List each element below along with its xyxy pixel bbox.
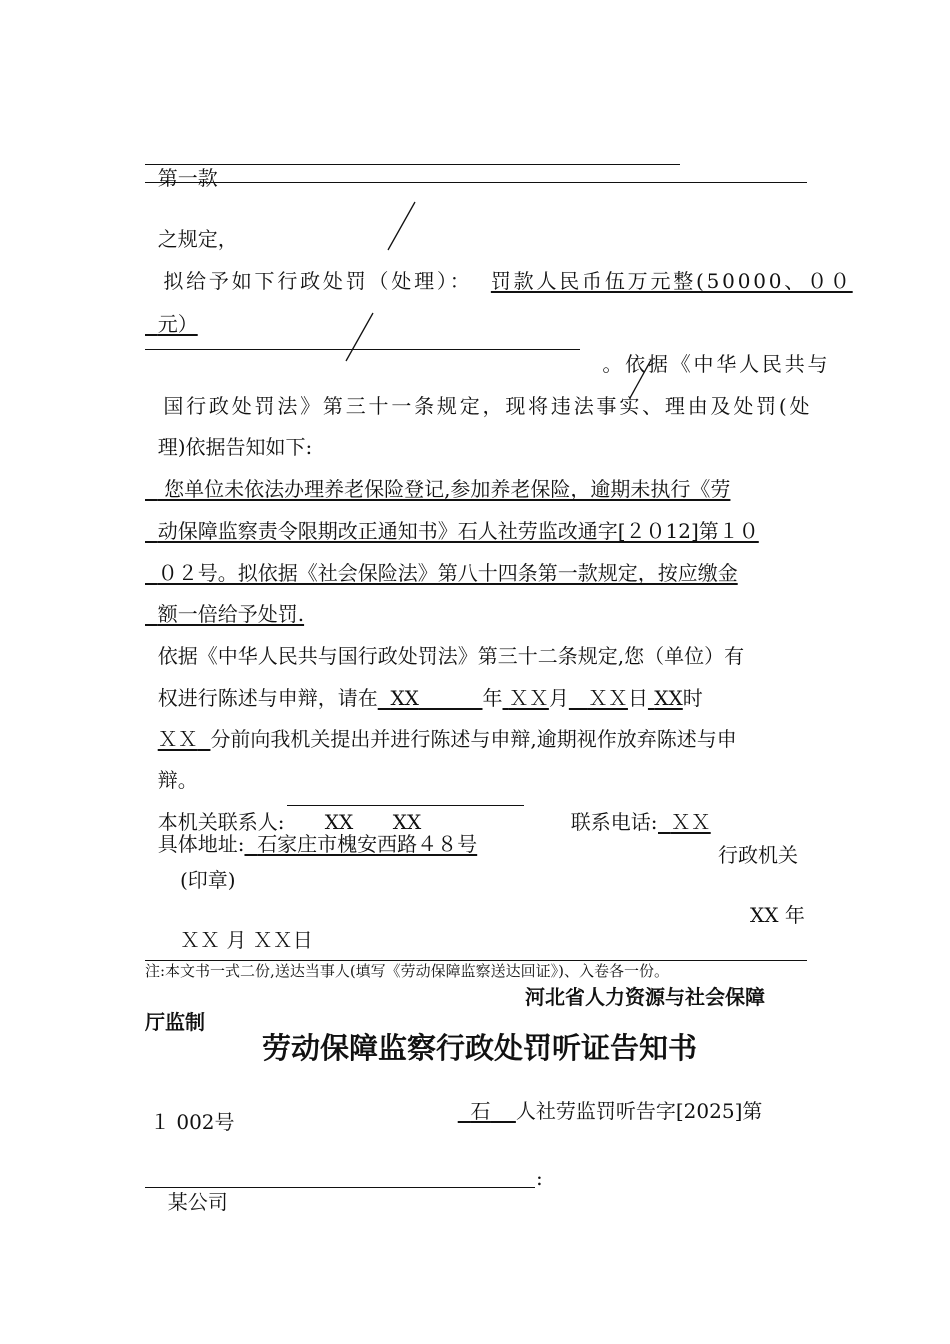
contact-label: 本机关联系人: (157, 810, 285, 834)
doc-no-prefix-text: 石 (470, 1099, 491, 1123)
strike-mark-2 (346, 313, 373, 361)
regulation-suffix-text: 之规定， (157, 227, 238, 251)
facts-line-3-text: ０２号。拟依据《社会保险法》第八十四条第一款规定，按应缴金 (157, 561, 738, 585)
minute-value: ＸＸ (157, 727, 198, 751)
issuer-line-1: 河北省人力资源与社会保障 (525, 985, 765, 1009)
month-label: 月 (548, 686, 569, 710)
clause-text: 第一款 (157, 166, 218, 190)
basis-line-2-text: 国行政处罚法》第三十一条规定，现将违法事实、理由及处罚(处 (163, 394, 813, 418)
strike-mark-1 (388, 202, 415, 250)
penalty-value-end-text: 元） (157, 312, 198, 336)
recipient-name: 某公司 (167, 1190, 228, 1214)
penalty-prefix: 拟给予如下行政处罚（处理）： (163, 269, 473, 293)
day-value: ＸＸ (587, 686, 628, 710)
document-number: １ 002号 (150, 1110, 235, 1134)
rights-line-4-text: 辩。 (157, 768, 198, 792)
hour-value: XX (654, 686, 683, 710)
issuer-line-2: 厅监制 (145, 1010, 205, 1034)
hour-label: 时 (682, 686, 703, 710)
penalty-value: 罚款人民币伍万元整(50000、００ (490, 269, 853, 293)
year-label: 年 (482, 686, 503, 710)
date-year: XX 年 (750, 903, 805, 927)
contact-value-2: XX (392, 810, 422, 834)
rights-line-1-text: 依据《中华人民共与国行政处罚法》第三十二条规定,您（单位）有 (157, 644, 745, 668)
facts-line-1-text: 您单位未依法办理养老保险登记,参加养老保险，逾期未执行《劳 (157, 477, 731, 501)
facts-line-4-text: 额一倍给予处罚. (157, 602, 305, 626)
rights-line-3-text: 分前向我机关提出并进行陈述与申辩,逾期视作放弃陈述与申 (210, 727, 737, 751)
agency-name: 行政机关 (718, 843, 798, 867)
year-value: XX (390, 686, 419, 710)
contact-value-1: XX (324, 810, 354, 834)
month-value: ＸＸ (508, 686, 549, 710)
basis-line-1-text: 。依据《中华人民共与 (602, 352, 831, 376)
phone-label-text: 联系电话: (570, 810, 658, 834)
basis-line-3-text: 理)依据告知如下: (157, 435, 313, 459)
date-month-day: ＸＸ 月 ＸＸ日 (180, 928, 313, 952)
doc-no-rest-text: 人社劳监罚听告字[2025]第 (515, 1099, 763, 1123)
facts-line-2-text: 动保障监察责令限期改正通知书》石人社劳监改通字[２０12]第１０ (157, 519, 759, 543)
phone-value-text: ＸＸ (670, 810, 711, 834)
address-value: 石家庄市槐安西路４８号 (257, 832, 478, 856)
strike-mark-3 (630, 360, 651, 398)
recipient-colon: : (536, 1166, 543, 1190)
note-text: 注:本文书一式二份,送达当事人(填写《劳动保障监察送达回证》)、入卷各一份。 (145, 962, 670, 980)
address-label: 具体地址: (157, 832, 245, 856)
document-title: 劳动保障监察行政处罚听证告知书 (262, 1031, 698, 1065)
day-label: 日 (627, 686, 648, 710)
seal-label: (印章) (180, 868, 236, 892)
rights-line-2-text: 权进行陈述与申辩，请在 (157, 686, 378, 710)
